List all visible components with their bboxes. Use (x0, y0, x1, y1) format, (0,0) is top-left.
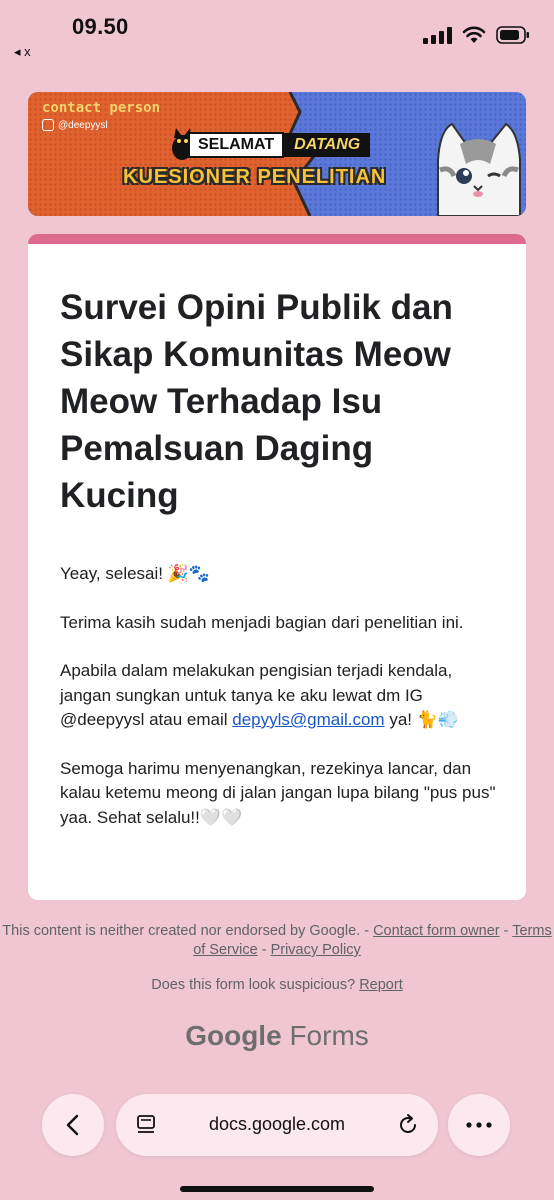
banner-greeting (188, 132, 370, 158)
message-paragraph-1: Yeay, selesai! 🎉🐾 (60, 564, 211, 583)
greeting-word-1: SELAMAT (188, 132, 284, 158)
google-forms-logo[interactable] (0, 1020, 554, 1052)
form-title: Survei Opini Publik dan Sikap Komunitas Meow Meow Terhadap Isu Pemalsuan Daging Kucing (60, 288, 453, 515)
form-confirmation-card (28, 234, 526, 900)
footer-disclaimer (0, 922, 554, 960)
confirmation-message (60, 562, 504, 854)
report-link[interactable]: Report (359, 977, 403, 993)
instagram-handle: @deepyysl (58, 120, 108, 131)
terms-of-service-link[interactable]: Terms of Service (193, 923, 552, 958)
footer-separator: - (499, 923, 513, 939)
status-bar (0, 0, 554, 70)
contact-form-owner-link[interactable]: Contact form owner (373, 923, 500, 939)
status-icons (423, 26, 530, 44)
form-header-banner (28, 92, 526, 216)
battery-icon (496, 26, 530, 44)
google-wordmark: Google (185, 1020, 282, 1051)
chevron-left-icon (64, 1114, 82, 1136)
message-paragraph-3 (60, 659, 504, 733)
more-options-button[interactable] (448, 1094, 510, 1156)
instagram-icon (42, 119, 54, 131)
message-paragraph-4: Semoga harimu menyenangkan, rezekinya lancar, dan kalau ketemu meong di jalan jangan lupa bilang "pus pus" yaa. Sehat selalu!!🤍🤍 (60, 758, 496, 827)
ellipsis-icon (466, 1122, 492, 1128)
address-bar[interactable] (116, 1094, 438, 1156)
back-button[interactable] (42, 1094, 104, 1156)
contact-closing: ya! 🐈💨 (384, 710, 460, 729)
contact-person-label: contact person (42, 100, 161, 116)
contact-instructions: Apabila dalam melakukan pengisian terjadi kendala, jangan sungkan untuk tanya ke aku lewat dm IG @deepyysl atau email (60, 661, 453, 729)
message-paragraph-2: Terima kasih sudah menjadi bagian dari penelitian ini. (60, 612, 464, 632)
browser-toolbar (0, 1094, 554, 1158)
url-text: docs.google.com (208, 1114, 346, 1134)
privacy-policy-link[interactable]: Privacy Policy (270, 942, 361, 958)
home-indicator[interactable] (180, 1186, 374, 1192)
greeting-word-2: DATANG (284, 133, 370, 157)
banner-subtitle: KUESIONER PENELITIAN (123, 166, 387, 188)
disclaimer-text: This content is neither created nor endorsed by Google. - (2, 923, 370, 939)
cellular-signal-icon (423, 26, 452, 44)
wifi-icon (462, 26, 486, 44)
footer-separator: - (257, 942, 271, 958)
reload-icon[interactable] (396, 1113, 420, 1137)
email-link[interactable]: depyyls@gmail.com (232, 710, 385, 729)
footer-report (0, 976, 554, 995)
back-to-app-link[interactable]: ◂ x (14, 44, 31, 59)
clock: 09.50 (72, 14, 129, 39)
forms-wordmark: Forms (289, 1020, 369, 1051)
suspicious-question: Does this form look suspicious? (151, 977, 356, 993)
